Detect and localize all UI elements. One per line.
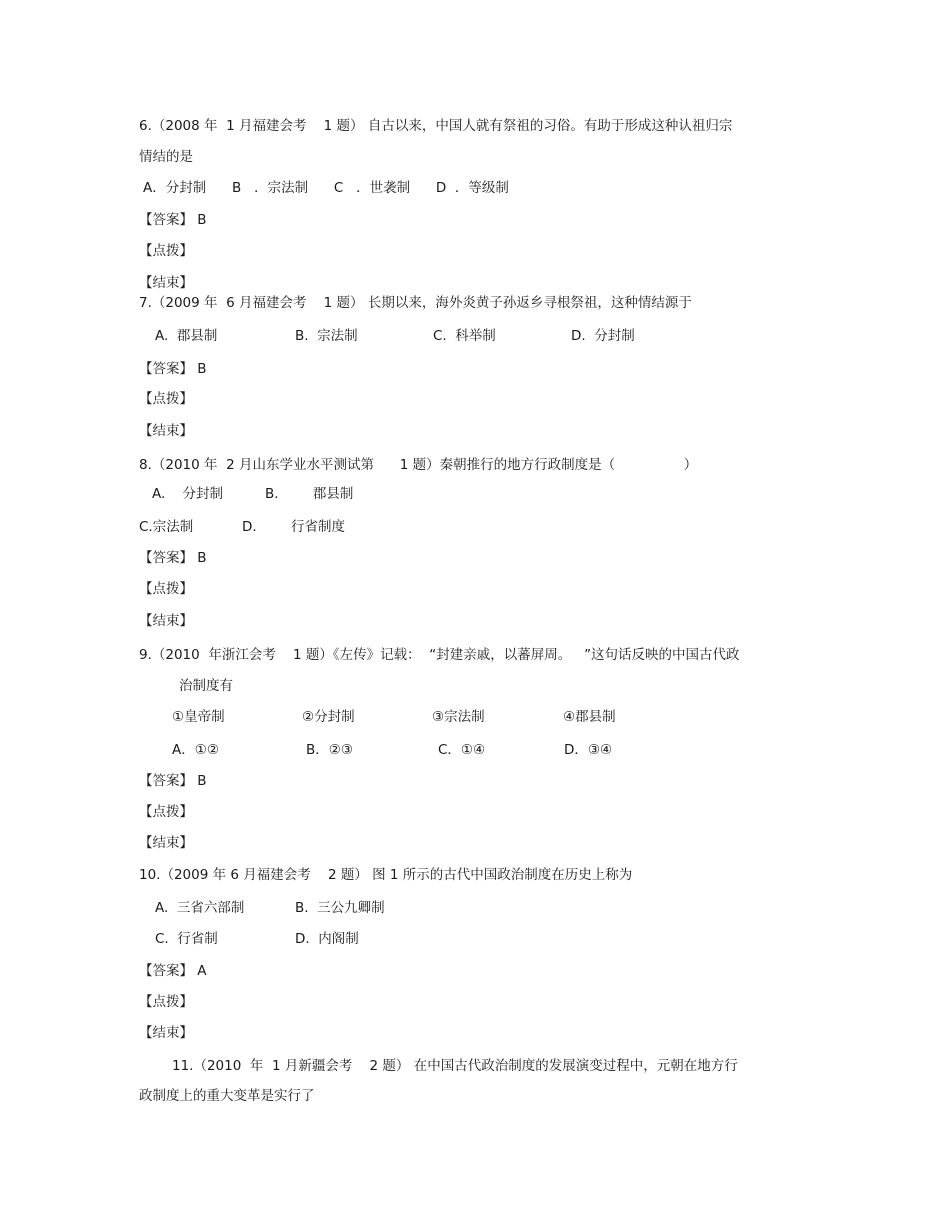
q6-answer: 【答案】 B [139, 212, 207, 228]
q9-answer: 【答案】 B [139, 773, 207, 789]
q6-stem-line1: 6.（2008 年 1 月福建会考 1 题） 自古以来，中国人就有祭祖的习俗。有助于形成这种认祖归宗 [139, 118, 733, 134]
q9-end: 【结束】 [139, 835, 193, 851]
q9-stem-line1: 9.（2010 年浙江会考 1 题）《左传》记载： “封建亲戚，以蕃屏周。 ”这句话反映的中国古代政 [139, 647, 740, 663]
q11-stem-line2: 政制度上的重大变革是实行了 [139, 1088, 315, 1104]
q9-stem-line2: 治制度有 [179, 678, 233, 694]
q7-stem-line1: 7.（2009 年 6 月福建会考 1 题） 长期以来，海外炎黄子孙返乡寻根祭祖，这种情结源于 [139, 295, 692, 311]
q10-answer: 【答案】 A [139, 963, 207, 979]
q7-hint: 【点拨】 [139, 391, 193, 407]
q10-end: 【结束】 [139, 1025, 193, 1041]
q9-item-3: ③宗法制 [432, 709, 485, 725]
q6-options: A．分封制 B ．宗法制 C ．世袭制 D ．等级制 [143, 180, 509, 196]
q9-option-d: D．③④ [564, 742, 613, 758]
q7-answer: 【答案】 B [139, 361, 207, 377]
q9-option-b: B．②③ [306, 742, 353, 758]
q8-option-a: A. 分封制 [152, 486, 223, 502]
q7-end: 【结束】 [139, 423, 193, 439]
q7-option-b: B. 宗法制 [295, 328, 358, 344]
q10-stem-line1: 10.（2009 年 6 月福建会考 2 题） 图 1 所示的古代中国政治制度在历史上称为 [139, 867, 633, 883]
q9-item-1: ①皇帝制 [172, 709, 225, 725]
q8-answer: 【答案】 B [139, 550, 207, 566]
q9-item-4: ④郡县制 [563, 709, 616, 725]
q7-option-c: C. 科举制 [433, 328, 496, 344]
q9-item-2: ②分封制 [302, 709, 355, 725]
q8-stem-line1: 8.（2010 年 2 月山东学业水平测试第 1 题）秦朝推行的地方行政制度是（ ） [139, 457, 698, 473]
q6-hint: 【点拨】 [139, 243, 193, 259]
q8-hint: 【点拨】 [139, 581, 193, 597]
q9-hint: 【点拨】 [139, 804, 193, 820]
q6-stem-line2: 情结的是 [139, 149, 193, 165]
q8-option-b: B. 郡县制 [265, 486, 354, 502]
q9-option-c: C．①④ [438, 742, 486, 758]
q10-option-d: D. 内阁制 [295, 931, 359, 947]
q8-end: 【结束】 [139, 613, 193, 629]
q9-option-a: A．①② [172, 742, 219, 758]
q7-option-a: A. 郡县制 [155, 328, 218, 344]
q10-hint: 【点拨】 [139, 994, 193, 1010]
q10-option-b: B. 三公九卿制 [295, 900, 385, 916]
q10-option-c: C. 行省制 [155, 931, 218, 947]
q8-option-c: C.宗法制 [139, 519, 194, 535]
q7-option-d: D. 分封制 [571, 328, 635, 344]
q6-end: 【结束】 [139, 275, 193, 291]
q11-stem-line1: 11.（2010 年 1 月新疆会考 2 题） 在中国古代政治制度的发展演变过程中，元朝在地方行 [172, 1058, 738, 1074]
q8-option-d: D. 行省制度 [242, 519, 346, 535]
q10-option-a: A. 三省六部制 [155, 900, 245, 916]
